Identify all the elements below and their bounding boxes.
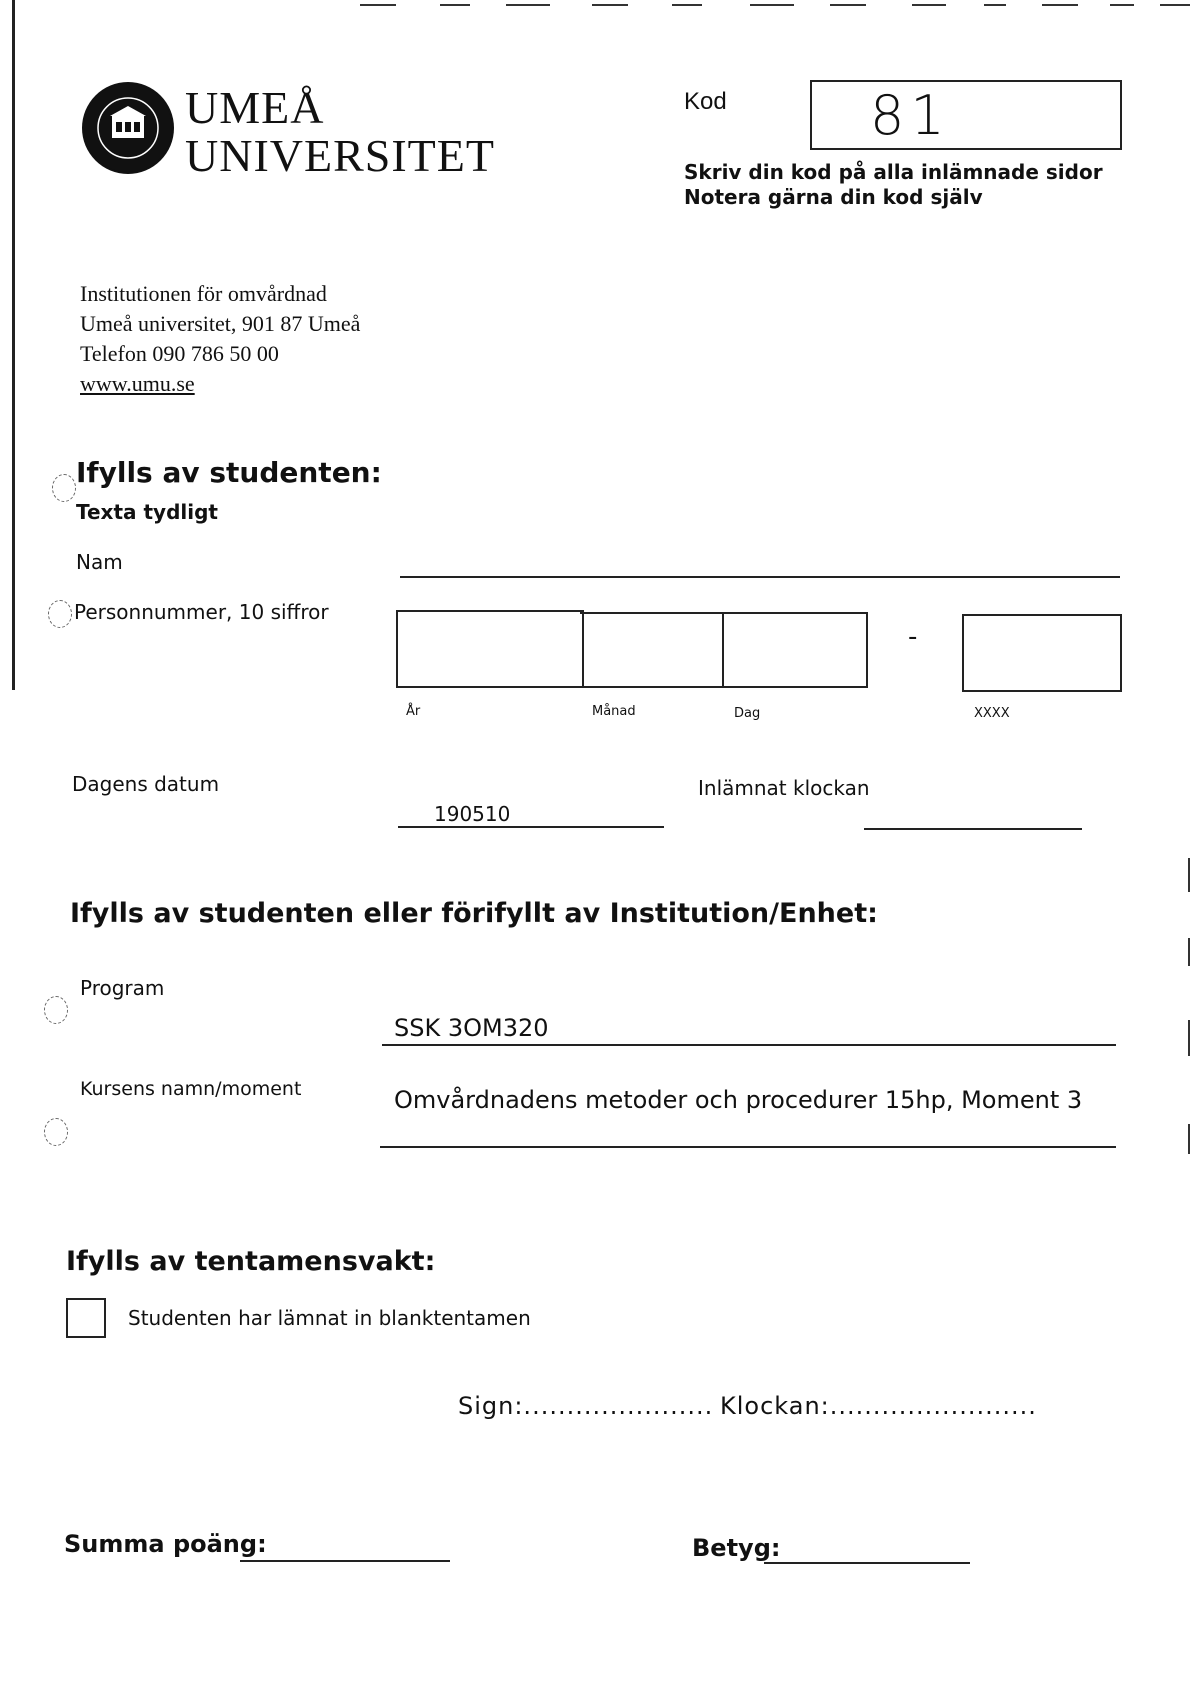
scan-mark xyxy=(1188,938,1190,966)
program-value: SSK 3OM320 xyxy=(394,1014,549,1042)
code-field[interactable] xyxy=(810,80,1122,150)
university-name-line1: UMEÅ xyxy=(185,82,325,133)
scan-mark xyxy=(1188,1124,1190,1154)
total-points-label: Summa poäng: xyxy=(64,1530,267,1558)
submitted-time-field[interactable] xyxy=(864,828,1082,830)
invigilator-section-heading: Ifylls av tentamensvakt: xyxy=(66,1246,436,1277)
postal-address: Umeå universitet, 901 87 Umeå xyxy=(80,311,361,336)
last-digits-caption: XXXX xyxy=(974,706,1010,721)
scan-mark xyxy=(592,4,628,6)
invigilator-sign-field[interactable]: Sign:...................... xyxy=(458,1392,714,1420)
student-section-heading: Ifylls av studenten: xyxy=(76,456,382,489)
student-section-subheading: Texta tydligt xyxy=(76,500,218,524)
department-address xyxy=(80,279,360,399)
binder-hole-icon xyxy=(44,996,68,1024)
university-name xyxy=(185,84,495,180)
scan-mark xyxy=(912,4,946,6)
total-points-field[interactable] xyxy=(240,1560,450,1562)
personnummer-day-field[interactable] xyxy=(722,612,868,688)
personnummer-month-field[interactable] xyxy=(580,612,724,688)
personnummer-dash: - xyxy=(908,622,918,652)
scan-mark xyxy=(1160,4,1190,6)
code-value: 81 xyxy=(870,84,951,147)
university-logo xyxy=(82,82,174,174)
scan-mark xyxy=(440,4,470,6)
scan-edge xyxy=(12,0,15,690)
grade-field[interactable] xyxy=(764,1562,970,1564)
day-caption: Dag xyxy=(734,706,761,721)
binder-hole-icon xyxy=(52,474,76,502)
scan-mark xyxy=(1188,858,1190,892)
personnummer-label: Personnummer, 10 siffror xyxy=(74,600,329,624)
personnummer-last-field[interactable] xyxy=(962,614,1122,692)
scan-mark xyxy=(984,4,1006,6)
umea-seal-icon xyxy=(82,82,174,174)
department-name: Institutionen för omvårdnad xyxy=(80,281,327,306)
program-section-heading: Ifylls av studenten eller förifyllt av Institution/Enhet: xyxy=(70,898,878,929)
course-value: Omvårdnadens metoder och procedurer 15hp, Moment 3 xyxy=(394,1086,1083,1114)
scan-mark xyxy=(1110,4,1134,6)
scan-mark xyxy=(672,4,702,6)
name-field[interactable] xyxy=(400,576,1120,578)
date-field[interactable] xyxy=(398,826,664,828)
scan-mark xyxy=(506,4,550,6)
personnummer-year-field[interactable] xyxy=(396,610,584,688)
course-label: Kursens namn/moment xyxy=(80,1078,302,1100)
program-label: Program xyxy=(80,976,165,1000)
date-label: Dagens datum xyxy=(72,772,220,796)
scan-mark xyxy=(360,4,396,6)
scan-mark xyxy=(750,4,794,6)
code-instruction-line1: Skriv din kod på alla inlämnade sidor xyxy=(684,160,1103,184)
submitted-time-label: Inlämnat klockan xyxy=(698,776,870,800)
university-name-line2: UNIVERSITET xyxy=(185,130,495,181)
blank-exam-checkbox[interactable] xyxy=(66,1298,106,1338)
scan-mark xyxy=(1188,1020,1190,1056)
scan-mark xyxy=(1042,4,1078,6)
code-instruction-line2: Notera gärna din kod själv xyxy=(684,185,983,209)
date-value: 190510 xyxy=(434,802,511,826)
code-label: Kod xyxy=(684,88,727,115)
binder-hole-icon xyxy=(44,1118,68,1146)
invigilator-time-field[interactable]: Klockan:........................ xyxy=(720,1392,1037,1420)
code-instructions xyxy=(684,160,1103,210)
blank-exam-label: Studenten har lämnat in blanktentamen xyxy=(128,1306,531,1330)
scan-mark xyxy=(830,4,866,6)
year-caption: År xyxy=(406,704,421,719)
website-link[interactable]: www.umu.se xyxy=(80,371,195,396)
month-caption: Månad xyxy=(592,704,636,719)
binder-hole-icon xyxy=(48,600,72,628)
course-field[interactable] xyxy=(380,1146,1116,1148)
grade-label: Betyg: xyxy=(692,1534,781,1562)
name-label: Nam xyxy=(76,550,123,574)
phone-number: Telefon 090 786 50 00 xyxy=(80,341,279,366)
program-field[interactable] xyxy=(382,1044,1116,1046)
